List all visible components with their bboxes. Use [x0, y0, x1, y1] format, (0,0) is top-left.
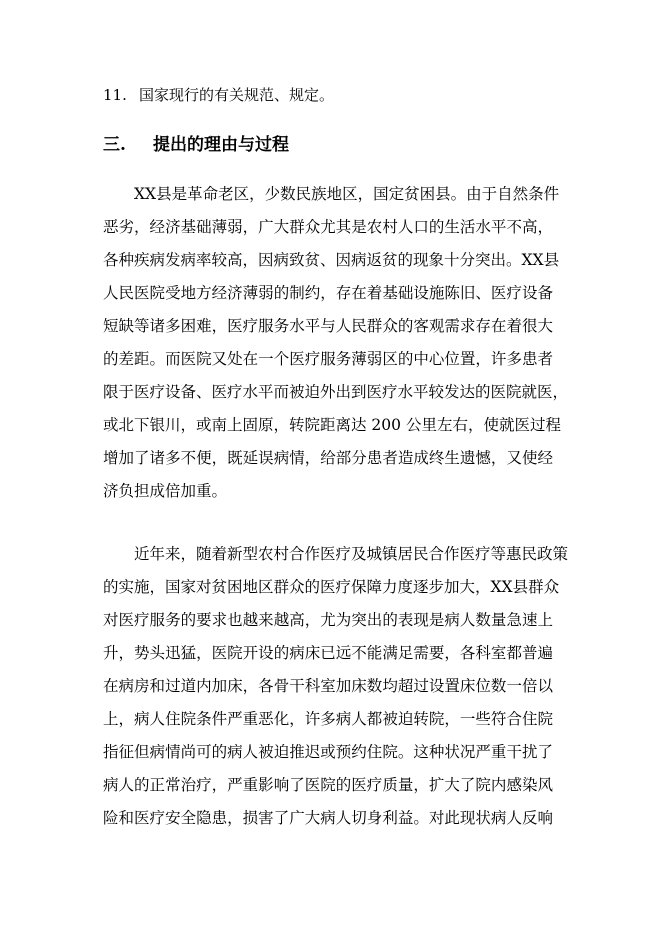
paragraph-line: 升，势头迅猛，医院开设的病床已远不能满足需要，各科室都普遍	[103, 644, 553, 662]
paragraph-2	[103, 538, 569, 835]
list-item-text: 国家现行的有关规范、规定。	[139, 86, 335, 104]
section-heading	[103, 132, 289, 158]
paragraph-line: 对医疗服务的要求也越来越高，尤为突出的表现是病人数量急速上	[103, 611, 553, 629]
paragraph-1	[103, 178, 569, 508]
paragraph-line: 恶劣，经济基础薄弱，广大群众尤其是农村人口的生活水平不高，	[103, 218, 553, 236]
paragraph-line: 的实施，国家对贫困地区群众的医疗保障力度逐步加大，XX县群众	[103, 578, 560, 596]
paragraph-line: 病人的正常治疗，严重影响了医院的医疗质量，扩大了院内感染风	[103, 776, 553, 794]
paragraph-line: XX县是革命老区，少数民族地区，国定贫困县。由于自然条件	[134, 185, 560, 203]
paragraph-line: 各种疾病发病率较高，因病致贫、因病返贫的现象十分突出。XX县	[103, 251, 560, 269]
section-title: 提出的理由与过程	[153, 135, 289, 155]
paragraph-line: 在病房和过道内加床，各骨干科室加床数均超过设置床位数一倍以	[103, 677, 553, 695]
paragraph-line: 指征但病情尚可的病人被迫推迟或预约住院。这种状况严重干扰了	[103, 743, 553, 761]
section-number: 三.	[103, 135, 126, 155]
paragraph-line: 上，病人住院条件严重恶化，许多病人都被迫转院，一些符合住院	[103, 710, 553, 728]
paragraph-line: 近年来，随着新型农村合作医疗及城镇居民合作医疗等惠民政策	[134, 545, 569, 563]
list-item-number: 11.	[103, 86, 127, 104]
paragraph-line: 或北下银川，或南上固原，转院距离达 200 公里左右，使就医过程	[103, 416, 561, 434]
list-item-11	[103, 84, 334, 106]
paragraph-line: 险和医疗安全隐患，损害了广大病人切身利益。对此现状病人反响	[103, 809, 553, 827]
paragraph-line: 的差距。而医院又处在一个医疗服务薄弱区的中心位置，许多患者	[103, 350, 553, 368]
paragraph-line: 限于医疗设备、医疗水平而被迫外出到医疗水平较发达的医院就医，	[103, 383, 569, 401]
paragraph-line: 增加了诸多不便，既延误病情，给部分患者造成终生遗憾，又使经	[103, 449, 553, 467]
paragraph-line: 人民医院受地方经济薄弱的制约，存在着基础设施陈旧、医疗设备	[103, 284, 553, 302]
paragraph-line: 济负担成倍加重。	[103, 482, 228, 500]
paragraph-line: 短缺等诸多困难，医疗服务水平与人民群众的客观需求存在着很大	[103, 317, 553, 335]
